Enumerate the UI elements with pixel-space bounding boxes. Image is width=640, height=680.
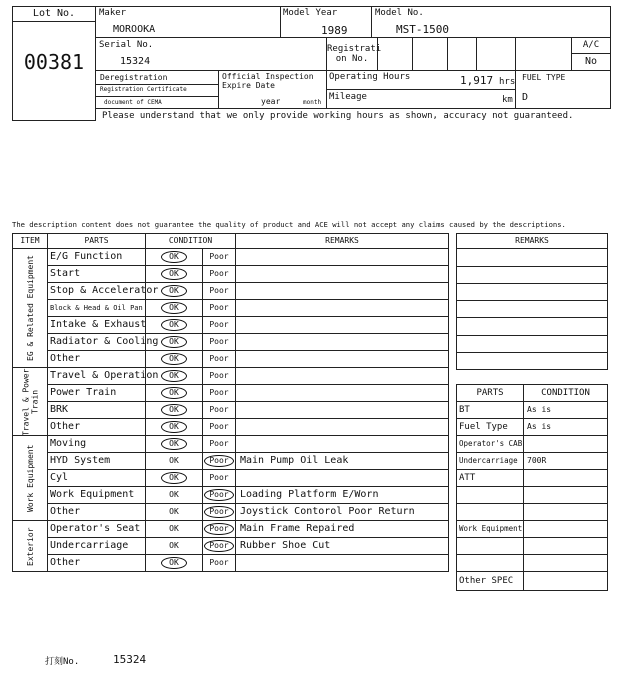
part-label: HYD System <box>50 455 111 466</box>
serial-no-cell <box>95 37 327 71</box>
part-label: Other <box>50 557 81 568</box>
stamp-number: 15324 <box>113 653 147 666</box>
poor-cell <box>202 401 236 419</box>
side-parts-part-cell <box>456 571 524 591</box>
poor-cell <box>202 265 236 283</box>
poor-mark: Poor <box>209 286 229 295</box>
part-cell <box>47 350 146 368</box>
header-condition-label: CONDITION <box>168 236 213 245</box>
registration-label-1: Registrati <box>327 44 382 54</box>
fuel-type-value: D <box>522 92 529 103</box>
side-parts-condition-value: 700R <box>527 456 547 465</box>
side-parts-part-cell <box>456 520 524 538</box>
side-parts-part-label: Other SPEC <box>459 576 514 586</box>
side-parts-part-label: Fuel Type <box>459 422 508 432</box>
side-remarks-header: REMARKS <box>456 233 608 249</box>
registration-label-2: on No. <box>335 54 369 64</box>
hours-note: Please understand that we only provide working hours as shown, accuracy not guaranteed. <box>102 111 574 121</box>
model-year-value: 1989 <box>321 24 348 37</box>
part-label: Other <box>50 353 81 364</box>
remark-cell <box>235 248 449 266</box>
poor-mark: Poor <box>209 320 229 329</box>
remark-cell <box>235 316 449 334</box>
poor-cell <box>202 503 236 521</box>
side-parts-condition-cell <box>523 452 608 470</box>
ok-mark-circled: OK <box>161 370 187 382</box>
ok-mark: OK <box>169 524 179 533</box>
inspection-label-2: Expire Date <box>222 81 275 90</box>
ok-mark: OK <box>169 456 179 465</box>
side-parts-header-parts: PARTS <box>456 384 524 402</box>
poor-cell <box>202 316 236 334</box>
part-cell <box>47 384 146 402</box>
ok-mark-circled: OK <box>161 404 187 416</box>
side-remarks-row <box>456 266 608 284</box>
side-parts-condition-cell <box>523 520 608 538</box>
poor-mark: Poor <box>209 558 229 567</box>
part-label: Travel & Operation <box>50 370 159 381</box>
ok-cell <box>145 418 203 436</box>
registration-box-2 <box>412 37 448 71</box>
ok-cell <box>145 299 203 317</box>
poor-cell <box>202 469 236 487</box>
ok-cell <box>145 316 203 334</box>
document-cema-label: document of CEMA <box>104 99 162 106</box>
header-condition <box>145 233 236 249</box>
poor-cell <box>202 435 236 453</box>
ok-cell <box>145 367 203 385</box>
inspection-cell <box>218 70 327 109</box>
side-remarks-row <box>456 335 608 353</box>
item-group-label: Travel & Power Train <box>21 368 40 436</box>
poor-cell <box>202 248 236 266</box>
inspection-label-1: Official Inspection <box>222 72 314 81</box>
remark-cell <box>235 537 449 555</box>
side-parts-part-label: ATT <box>459 473 476 483</box>
ok-cell <box>145 282 203 300</box>
part-cell <box>47 537 146 555</box>
side-parts-part-label: Work Equipment <box>459 524 523 533</box>
part-label: Stop & Accelerator <box>50 285 159 296</box>
year-label: year <box>261 97 281 106</box>
operating-hours-cell <box>326 70 516 90</box>
remark-cell <box>235 367 449 385</box>
side-remarks-row <box>456 300 608 318</box>
poor-mark: Poor <box>209 354 229 363</box>
side-parts-part-cell <box>456 537 524 555</box>
lot-no-label: Lot No. <box>32 8 76 19</box>
remark-cell <box>235 384 449 402</box>
part-cell <box>47 282 159 300</box>
side-parts-condition-cell <box>523 571 608 591</box>
ok-cell <box>145 520 203 538</box>
model-year-cell <box>280 6 372 38</box>
poor-mark: Poor <box>209 269 229 278</box>
part-cell <box>47 554 146 572</box>
side-remarks-row <box>456 317 608 336</box>
part-label: Block & Head & Oil Pan <box>50 304 143 312</box>
lot-no-cell <box>12 21 96 121</box>
ok-cell <box>145 452 203 470</box>
ok-cell <box>145 554 203 572</box>
part-label: Operator's Seat <box>50 523 141 534</box>
poor-cell <box>202 299 236 317</box>
remark-cell <box>235 452 449 470</box>
remark-text: Main Frame Repaired <box>240 523 355 534</box>
ok-mark-circled: OK <box>161 268 187 280</box>
part-cell <box>47 452 146 470</box>
ok-mark-circled: OK <box>161 251 187 263</box>
part-cell <box>47 418 146 436</box>
hrs-label: hrs <box>499 77 516 87</box>
item-group-cell <box>12 367 48 436</box>
item-group-label: Exterior <box>26 527 35 566</box>
poor-cell <box>202 537 236 555</box>
part-label: Radiator & Cooling <box>50 336 159 347</box>
side-parts-part-cell <box>456 435 524 453</box>
ok-cell <box>145 401 203 419</box>
poor-cell <box>202 452 236 470</box>
ok-mark-circled: OK <box>161 421 187 433</box>
poor-mark: Poor <box>209 473 229 482</box>
ok-cell <box>145 248 203 266</box>
ok-mark: OK <box>169 490 179 499</box>
poor-mark-circled: Poor <box>204 523 233 535</box>
poor-mark: Poor <box>209 405 229 414</box>
poor-mark: Poor <box>209 388 229 397</box>
deregistration-cell <box>95 70 219 109</box>
side-parts-header-condition: CONDITION <box>523 384 608 402</box>
poor-mark-circled: Poor <box>204 506 233 518</box>
side-parts-condition-cell <box>523 401 608 419</box>
remark-cell <box>235 435 449 453</box>
ok-mark-circled: OK <box>161 472 187 484</box>
ac-value: No <box>584 56 598 67</box>
remark-cell <box>235 401 449 419</box>
part-cell <box>47 367 159 385</box>
part-label: Cyl <box>50 472 69 483</box>
side-parts-part-cell <box>456 554 524 572</box>
model-no-label: Model No. <box>375 8 424 18</box>
fuel-type-label: FUEL TYPE <box>522 73 566 82</box>
remark-cell <box>235 282 449 300</box>
remark-cell <box>235 350 449 368</box>
remark-cell <box>235 469 449 487</box>
registration-box-3 <box>447 37 477 71</box>
registration-box-1 <box>377 37 413 71</box>
poor-mark-circled: Poor <box>204 455 233 467</box>
poor-mark: Poor <box>209 303 229 312</box>
part-label: BRK <box>50 404 69 415</box>
registration-certificate-label: Registration Certificate <box>100 86 187 93</box>
poor-cell <box>202 520 236 538</box>
part-label: Intake & Exhaust <box>50 319 147 330</box>
side-parts-condition-cell <box>523 469 608 487</box>
part-label: Power Train <box>50 387 117 398</box>
part-cell <box>47 435 146 453</box>
model-no-cell <box>371 6 611 38</box>
part-label: Other <box>50 506 81 517</box>
side-parts-part-label: BT <box>459 405 470 415</box>
poor-mark: Poor <box>209 252 229 261</box>
ok-mark-circled: OK <box>161 336 187 348</box>
side-parts-condition-value: As is <box>527 422 552 431</box>
operating-hours-label: Operating Hours <box>329 72 411 82</box>
serial-no-value: 15324 <box>120 56 151 67</box>
ac-value-cell <box>571 53 611 71</box>
part-cell <box>47 265 146 283</box>
item-group-cell <box>12 435 48 521</box>
remark-text: Rubber Shoe Cut <box>240 540 331 551</box>
item-group-cell <box>12 520 48 572</box>
month-label: month <box>303 99 322 106</box>
registration-box-5 <box>515 37 572 71</box>
ok-cell <box>145 333 203 351</box>
part-cell <box>47 248 146 266</box>
remark-cell <box>235 520 449 538</box>
deregistration-label: Deregistration <box>100 73 168 82</box>
fuel-type-cell <box>515 70 611 109</box>
side-remarks-row <box>456 248 608 267</box>
part-cell <box>47 299 146 317</box>
item-group-label: EG & Related Equipment <box>26 255 35 362</box>
lot-no-label-cell <box>12 6 96 22</box>
part-label: Undercarriage <box>50 540 129 551</box>
remark-cell <box>235 418 449 436</box>
ok-mark-circled: OK <box>161 557 187 569</box>
header-remarks-label: REMARKS <box>325 236 359 245</box>
part-cell <box>47 333 159 351</box>
side-parts-condition-cell <box>523 486 608 504</box>
poor-cell <box>202 367 236 385</box>
model-no-value: MST-1500 <box>396 23 449 36</box>
ok-mark-circled: OK <box>161 319 187 331</box>
part-cell <box>47 503 146 521</box>
ok-mark: OK <box>169 541 179 550</box>
lot-no-value: 00381 <box>23 50 85 74</box>
header-parts-label: PARTS <box>84 236 109 245</box>
ok-cell <box>145 435 203 453</box>
serial-no-label: Serial No. <box>99 40 154 50</box>
operating-hours-value: 1,917 <box>460 74 494 87</box>
maker-value: MOROOKA <box>113 24 156 35</box>
part-label: Other <box>50 421 81 432</box>
ok-mark-circled: OK <box>161 353 187 365</box>
ok-cell <box>145 384 203 402</box>
side-parts-condition-cell <box>523 554 608 572</box>
side-parts-part-cell <box>456 418 524 436</box>
header-parts <box>47 233 146 249</box>
part-cell <box>47 316 146 334</box>
header-item-label: ITEM <box>20 236 40 245</box>
side-parts-part-label: Operator's CAB <box>459 439 523 448</box>
mileage-label: Mileage <box>329 92 367 102</box>
side-parts-part-cell <box>456 401 524 419</box>
side-parts-condition-value: As is <box>527 405 552 414</box>
model-year-label: Model Year <box>283 8 338 18</box>
side-parts-part-cell <box>456 452 524 470</box>
poor-mark: Poor <box>209 371 229 380</box>
ok-cell <box>145 350 203 368</box>
side-remarks-row <box>456 283 608 301</box>
remark-text: Main Pump Oil Leak <box>240 455 349 466</box>
ok-mark-circled: OK <box>161 438 187 450</box>
side-parts-part-cell <box>456 486 524 504</box>
part-label: E/G Function <box>50 251 123 262</box>
ok-cell <box>145 503 203 521</box>
ok-mark-circled: OK <box>161 387 187 399</box>
poor-cell <box>202 384 236 402</box>
poor-mark: Poor <box>209 439 229 448</box>
poor-cell <box>202 282 236 300</box>
ok-cell <box>145 537 203 555</box>
side-parts-condition-cell <box>523 503 608 521</box>
header-remarks <box>235 233 449 249</box>
ac-label: A/C <box>582 40 600 50</box>
ac-label-cell <box>571 37 611 54</box>
ok-mark-circled: OK <box>161 285 187 297</box>
ok-mark-circled: OK <box>161 302 187 314</box>
part-cell <box>47 401 146 419</box>
poor-cell <box>202 418 236 436</box>
side-remarks-row <box>456 352 608 370</box>
side-parts-condition-cell <box>523 418 608 436</box>
poor-cell <box>202 554 236 572</box>
ok-cell <box>145 469 203 487</box>
ok-cell <box>145 265 203 283</box>
stamp-label: 打刻No. <box>45 657 80 667</box>
registration-box-4 <box>476 37 516 71</box>
part-cell <box>47 469 146 487</box>
remark-cell <box>235 503 449 521</box>
remark-cell <box>235 554 449 572</box>
part-label: Start <box>50 268 81 279</box>
poor-cell <box>202 350 236 368</box>
side-parts-part-label: Undercarriage <box>459 456 518 465</box>
remark-cell <box>235 486 449 504</box>
poor-mark-circled: Poor <box>204 489 233 501</box>
poor-mark: Poor <box>209 337 229 346</box>
side-parts-condition-cell <box>523 537 608 555</box>
side-parts-part-cell <box>456 469 524 487</box>
km-label: km <box>502 95 513 105</box>
remark-text: Joystick Contorol Poor Return <box>240 506 415 517</box>
ok-mark: OK <box>169 507 179 516</box>
mileage-cell <box>326 89 516 109</box>
remark-cell <box>235 333 449 351</box>
remark-text: Loading Platform E/Worn <box>240 489 379 500</box>
part-cell <box>47 520 146 538</box>
registration-label-cell <box>326 37 382 71</box>
maker-cell <box>95 6 281 38</box>
part-cell <box>47 486 146 504</box>
poor-mark-circled: Poor <box>204 540 233 552</box>
side-parts-condition-cell <box>523 435 608 453</box>
part-label: Moving <box>50 438 87 449</box>
item-group-label: Work Equipment <box>26 444 35 513</box>
ok-cell <box>145 486 203 504</box>
item-group-cell <box>12 248 48 368</box>
part-label: Work Equipment <box>50 489 135 500</box>
remark-cell <box>235 299 449 317</box>
poor-cell <box>202 486 236 504</box>
side-parts-part-cell <box>456 503 524 521</box>
disclaimer: The description content does not guarantee the quality of product and ACE will not accept any claims caused by the descriptions. <box>12 220 566 229</box>
maker-label: Maker <box>99 8 127 18</box>
poor-cell <box>202 333 236 351</box>
poor-mark: Poor <box>209 422 229 431</box>
remark-cell <box>235 265 449 283</box>
header-item <box>12 233 48 249</box>
